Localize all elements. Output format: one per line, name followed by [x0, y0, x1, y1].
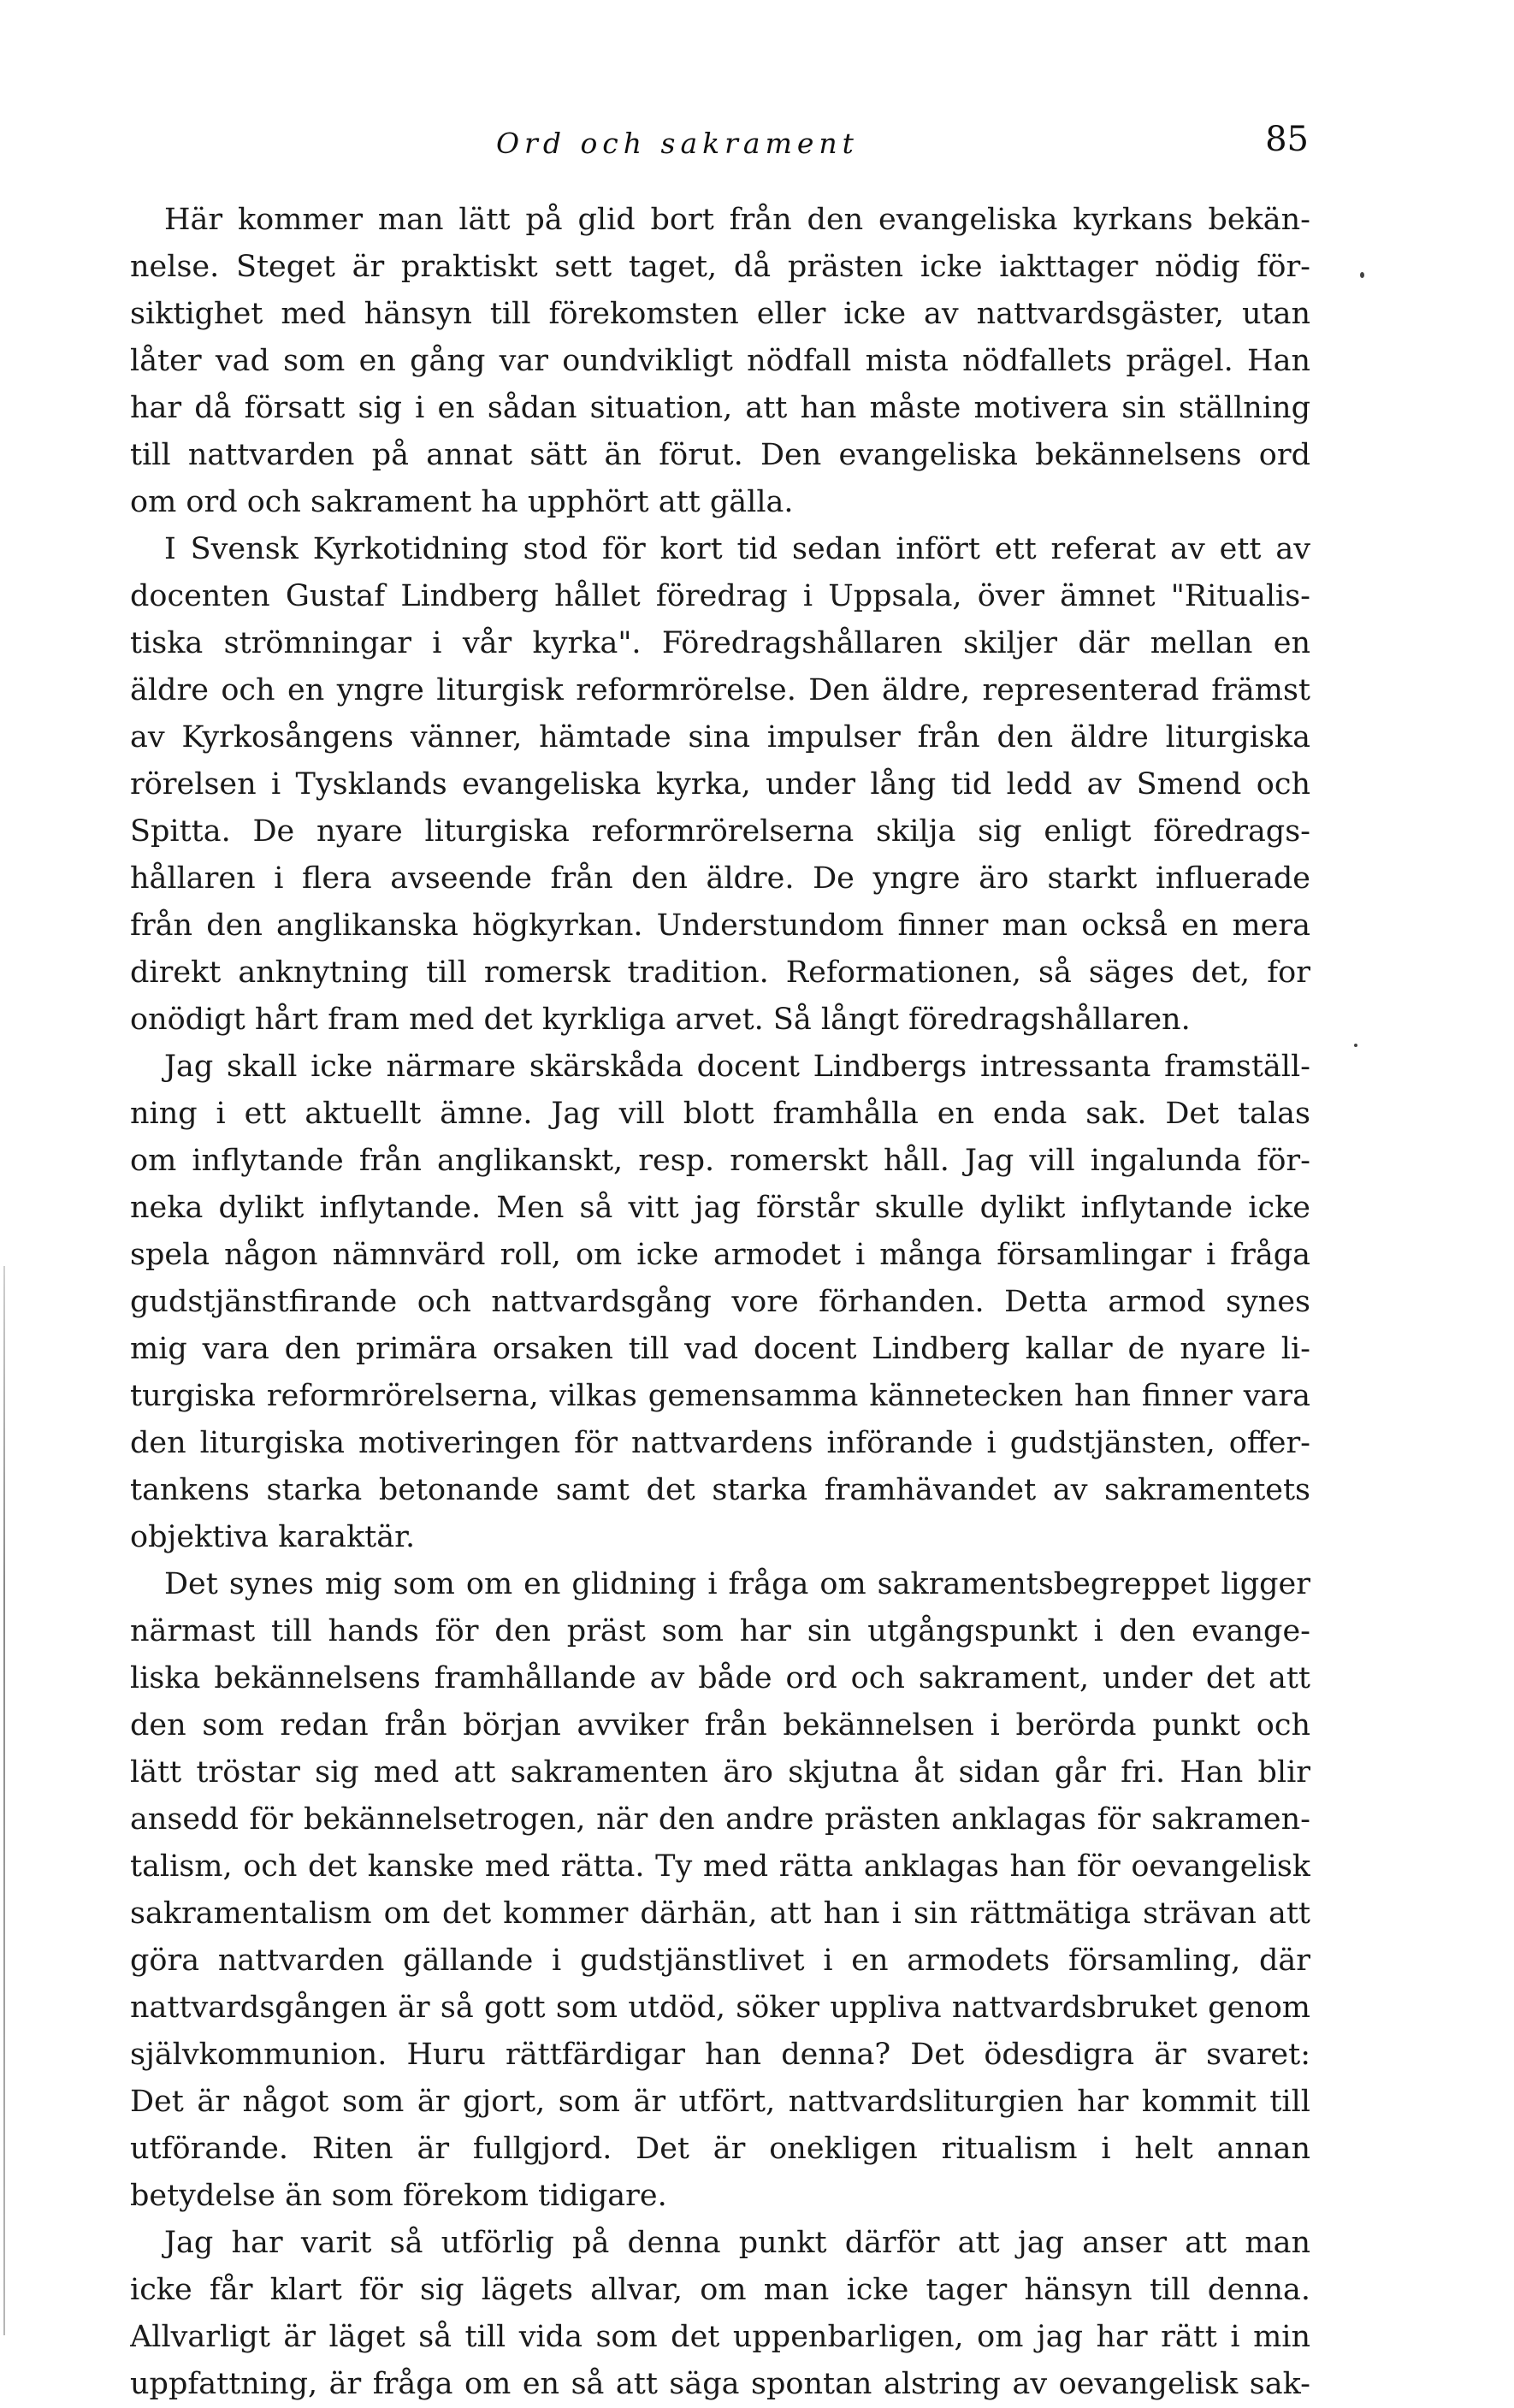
text-line: Spitta. De nyare liturgiska reformrörelserna skilja sig enligt föredrags- [130, 814, 1310, 849]
text-line: nattvardsgången är så gott som utdöd, söker uppliva nattvardsbruket genom [130, 1991, 1310, 2025]
text-line: av Kyrkosångens vänner, hämtade sina impulser från den äldre liturgiska [130, 720, 1310, 754]
text-line: icke får klart för sig lägets allvar, om man icke tager hänsyn till denna. [130, 2273, 1310, 2307]
text-line: objektiva karaktär. [130, 1520, 416, 1554]
text-line: närmast till hands för den präst som har sin utgångspunkt i den evange- [130, 1614, 1310, 1648]
text-line: nelse. Steget är praktiskt sett taget, då prästen icke iakttager nödig för- [130, 250, 1310, 284]
text-line: liska bekännelsens framhållande av både ord och sakrament, under det att [130, 1661, 1310, 1695]
text-line: Det är något som är gjort, som är utfört, nattvardsliturgien har kommit till [130, 2085, 1310, 2119]
paragraph [130, 2220, 1310, 2408]
scan-edge-artifact [3, 1266, 5, 2335]
text-line: docenten Gustaf Lindberg hållet föredrag i Uppsala, över ämnet "Ritualis- [130, 579, 1310, 613]
paragraph [130, 526, 1310, 1044]
text-line: tiska strömningar i vår kyrka". Föredragshållaren skiljer där mellan en [130, 626, 1310, 660]
paragraph [130, 197, 1310, 526]
page-number: 85 [1265, 120, 1309, 159]
text-line: har då försatt sig i en sådan situation, att han måste motivera sin ställning [130, 391, 1310, 425]
text-line: talism, och det kanske med rätta. Ty med rätta anklagas han för oevangelisk [130, 1849, 1310, 1884]
text-line: direkt anknytning till romersk tradition. Reformationen, så säges det, for [130, 956, 1310, 990]
text-line: om ord och sakrament ha upphört att gälla. [130, 485, 794, 519]
margin-speck [1360, 272, 1364, 278]
text-line: siktighet med hänsyn till förekomsten eller icke av nattvardsgäster, utan [130, 297, 1310, 331]
text-line: spela någon nämnvärd roll, om icke armodet i många församlingar i fråga [130, 1238, 1310, 1272]
text-line: självkommunion. Huru rättfärdigar han denna? Det ödesdigra är svaret: [130, 2038, 1310, 2072]
text-line: Jag har varit så utförlig på denna punkt därför att jag anser att man [164, 2226, 1310, 2260]
text-line: den liturgiska motiveringen för nattvardens införande i gudstjänsten, offer- [130, 1426, 1310, 1460]
paragraph [130, 1561, 1310, 2220]
paragraph [130, 1044, 1310, 1561]
text-line: utförande. Riten är fullgjord. Det är onekligen ritualism i helt annan [130, 2132, 1310, 2166]
text-line: sakramentalism om det kommer därhän, att han i sin rättmätiga strävan att [130, 1896, 1310, 1931]
text-line: den som redan från början avviker från bekännelsen i berörda punkt och [130, 1708, 1310, 1742]
text-line: låter vad som en gång var oundvikligt nödfall mista nödfallets prägel. Han [130, 344, 1310, 378]
running-title: Ord och sakrament [496, 127, 859, 160]
margin-speck [1354, 1044, 1357, 1047]
text-line: Allvarligt är läget så till vida som det uppenbarligen, om jag har rätt i min [130, 2320, 1310, 2354]
body-text [130, 197, 1310, 2408]
text-line: uppfattning, är fråga om en så att säga spontan alstring av oevangelisk sak- [130, 2367, 1310, 2401]
text-line: I Svensk Kyrkotidning stod för kort tid sedan infört ett referat av ett av [164, 532, 1310, 566]
text-line: turgiska reformrörelserna, vilkas gemensamma kännetecken han finner vara [130, 1379, 1310, 1413]
text-line: från den anglikanska högkyrkan. Understundom finner man också en mera [130, 908, 1310, 943]
text-line: betydelse än som förekom tidigare. [130, 2179, 667, 2213]
text-line: rörelsen i Tysklands evangeliska kyrka, under lång tid ledd av Smend och [130, 767, 1310, 802]
text-line: onödigt hårt fram med det kyrkliga arvet. Så långt föredragshållaren. [130, 1003, 1191, 1037]
text-line: göra nattvarden gällande i gudstjänstlivet i en armodets församling, där [130, 1944, 1310, 1978]
text-line: till nattvarden på annat sätt än förut. Den evangeliska bekännelsens ord [130, 438, 1310, 472]
text-line: ansedd för bekännelsetrogen, när den andre prästen anklagas för sakramen- [130, 1802, 1310, 1837]
text-line: hållaren i flera avseende från den äldre. De yngre äro starkt influerade [130, 861, 1310, 896]
page-header [128, 120, 1309, 171]
text-line: Det synes mig som om en glidning i fråga om sakramentsbegreppet ligger [164, 1567, 1310, 1601]
text-line: Här kommer man lätt på glid bort från den evangeliska kyrkans bekän- [164, 203, 1310, 237]
text-line: Jag skall icke närmare skärskåda docent Lindbergs intressanta framställ- [164, 1050, 1310, 1084]
text-line: tankens starka betonande samt det starka framhävandet av sakramentets [130, 1473, 1310, 1507]
text-line: lätt tröstar sig med att sakramenten äro skjutna åt sidan går fri. Han blir [130, 1755, 1310, 1790]
text-line: om inflytande från anglikanskt, resp. romerskt håll. Jag vill ingalunda för- [130, 1144, 1310, 1178]
text-line: gudstjänstfirande och nattvardsgång vore förhanden. Detta armod synes [130, 1285, 1310, 1319]
text-line: ning i ett aktuellt ämne. Jag vill blott framhålla en enda sak. Det talas [130, 1097, 1310, 1131]
text-line: äldre och en yngre liturgisk reformrörelse. Den äldre, representerad främst [130, 673, 1310, 707]
text-line: mig vara den primära orsaken till vad docent Lindberg kallar de nyare li- [130, 1332, 1310, 1366]
text-line: neka dylikt inflytande. Men så vitt jag förstår skulle dylikt inflytande icke [130, 1191, 1310, 1225]
